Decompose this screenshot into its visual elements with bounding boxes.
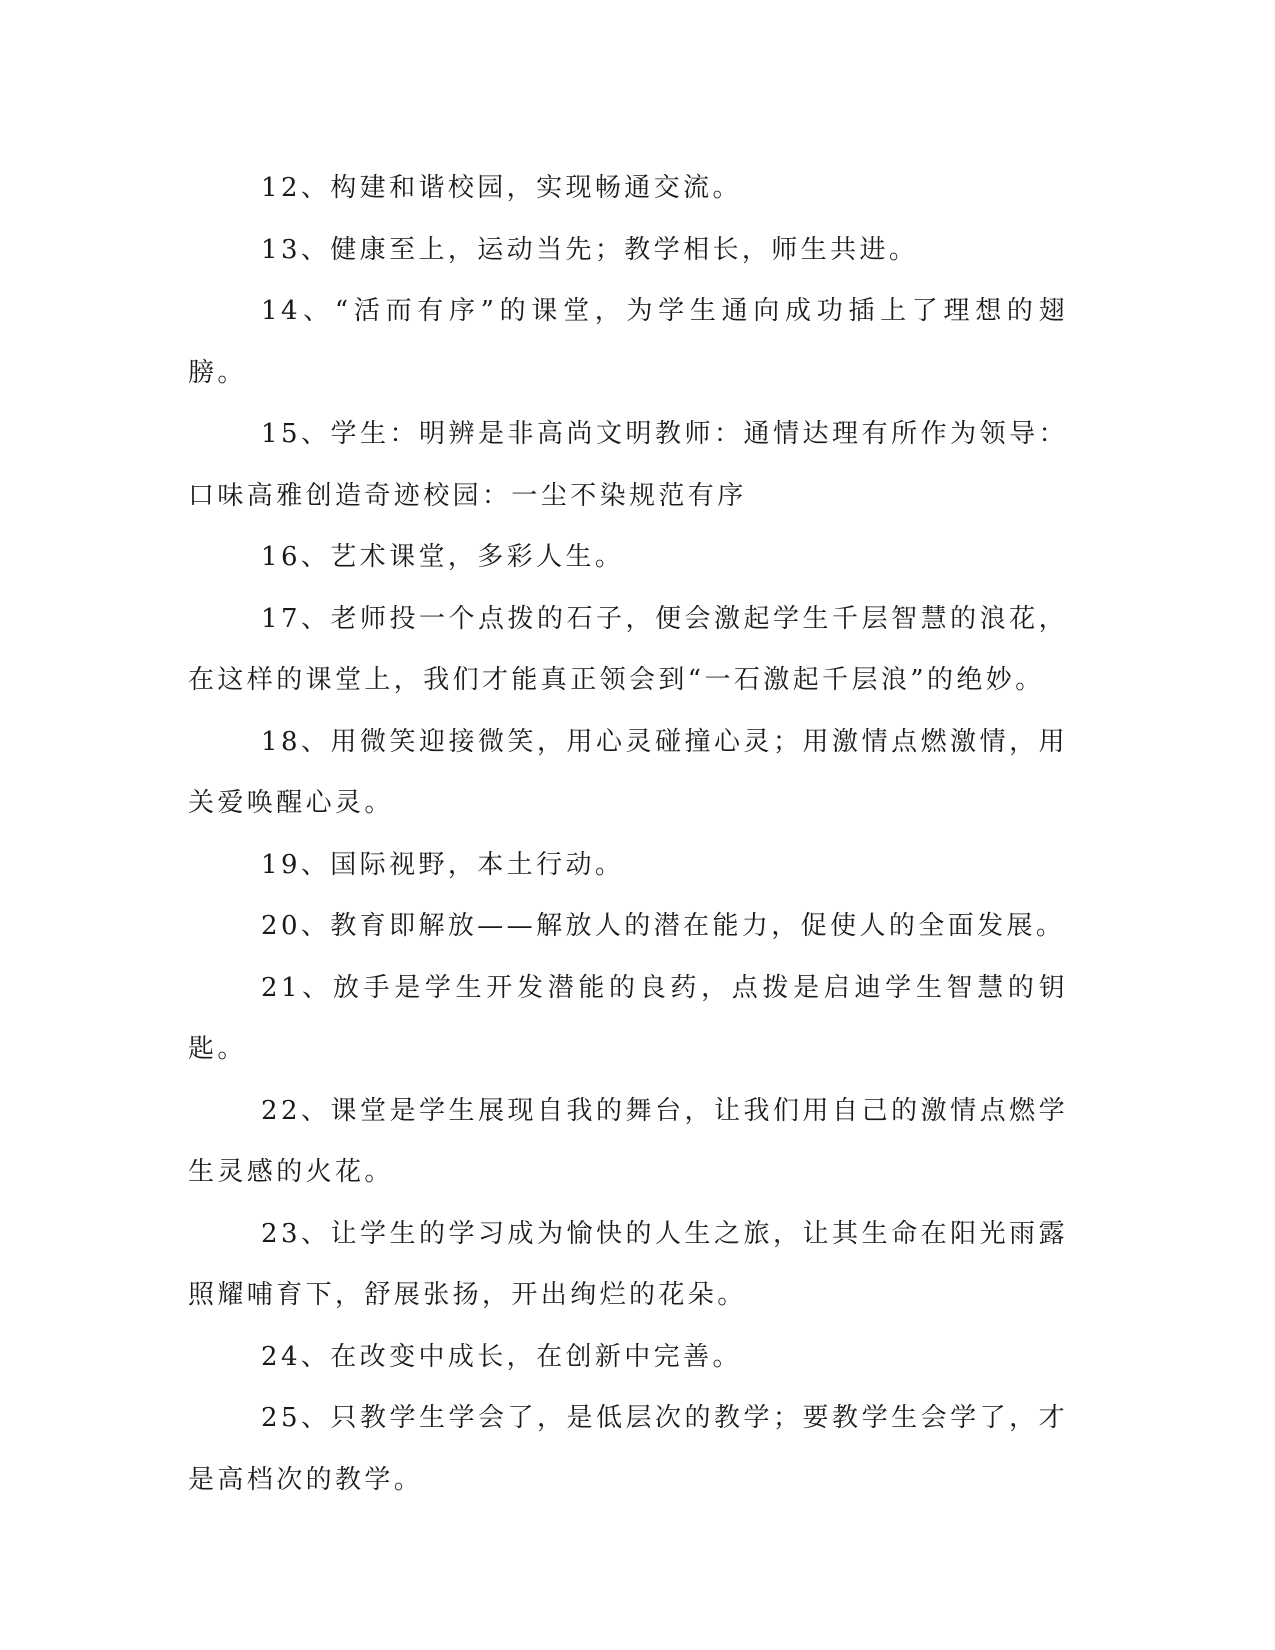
paragraph-17: 17、老师投一个点拨的石子，便会激起学生千层智慧的浪花，在这样的课堂上，我们才能真正领会到“一石激起千层浪”的绝妙。 — [188, 603, 1068, 695]
paragraph-12: 12、构建和谐校园，实现畅通交流。 — [261, 173, 742, 203]
paragraph-16: 16、艺术课堂，多彩人生。 — [261, 542, 625, 572]
paragraph-14: 14、“活而有序”的课堂，为学生通向成功插上了理想的翅膀。 — [188, 296, 1068, 388]
paragraph-24: 24、在改变中成长，在创新中完善。 — [261, 1341, 742, 1372]
paragraph-13: 13、健康至上，运动当先；教学相长，师生共进。 — [261, 234, 919, 265]
paragraph-25: 25、只教学生学会了，是低层次的教学；要教学生会学了，才是高档次的教学。 — [188, 1403, 1068, 1495]
paragraph-15: 15、学生：明辨是非高尚文明教师：通情达理有所作为领导：口味高雅创造奇迹校园：一尘不染规范有序 — [188, 419, 1068, 511]
paragraph-20: 20、教育即解放——解放人的潜在能力，促使人的全面发展。 — [261, 911, 1066, 941]
paragraph-21: 21、放手是学生开发潜能的良药，点拨是启迪学生智慧的钥匙。 — [188, 972, 1068, 1064]
paragraph-22: 22、课堂是学生展现自我的舞台，让我们用自己的激情点燃学生灵感的火花。 — [188, 1095, 1068, 1187]
paragraph-18: 18、用微笑迎接微笑，用心灵碰撞心灵；用激情点燃激情，用关爱唤醒心灵。 — [188, 726, 1068, 818]
paragraph-23: 23、让学生的学习成为愉快的人生之旅，让其生命在阳光雨露照耀哺育下，舒展张扬，开出绚烂的花朵。 — [188, 1218, 1068, 1310]
document-body — [188, 158, 1068, 1511]
paragraph-19: 19、国际视野，本土行动。 — [261, 849, 625, 880]
